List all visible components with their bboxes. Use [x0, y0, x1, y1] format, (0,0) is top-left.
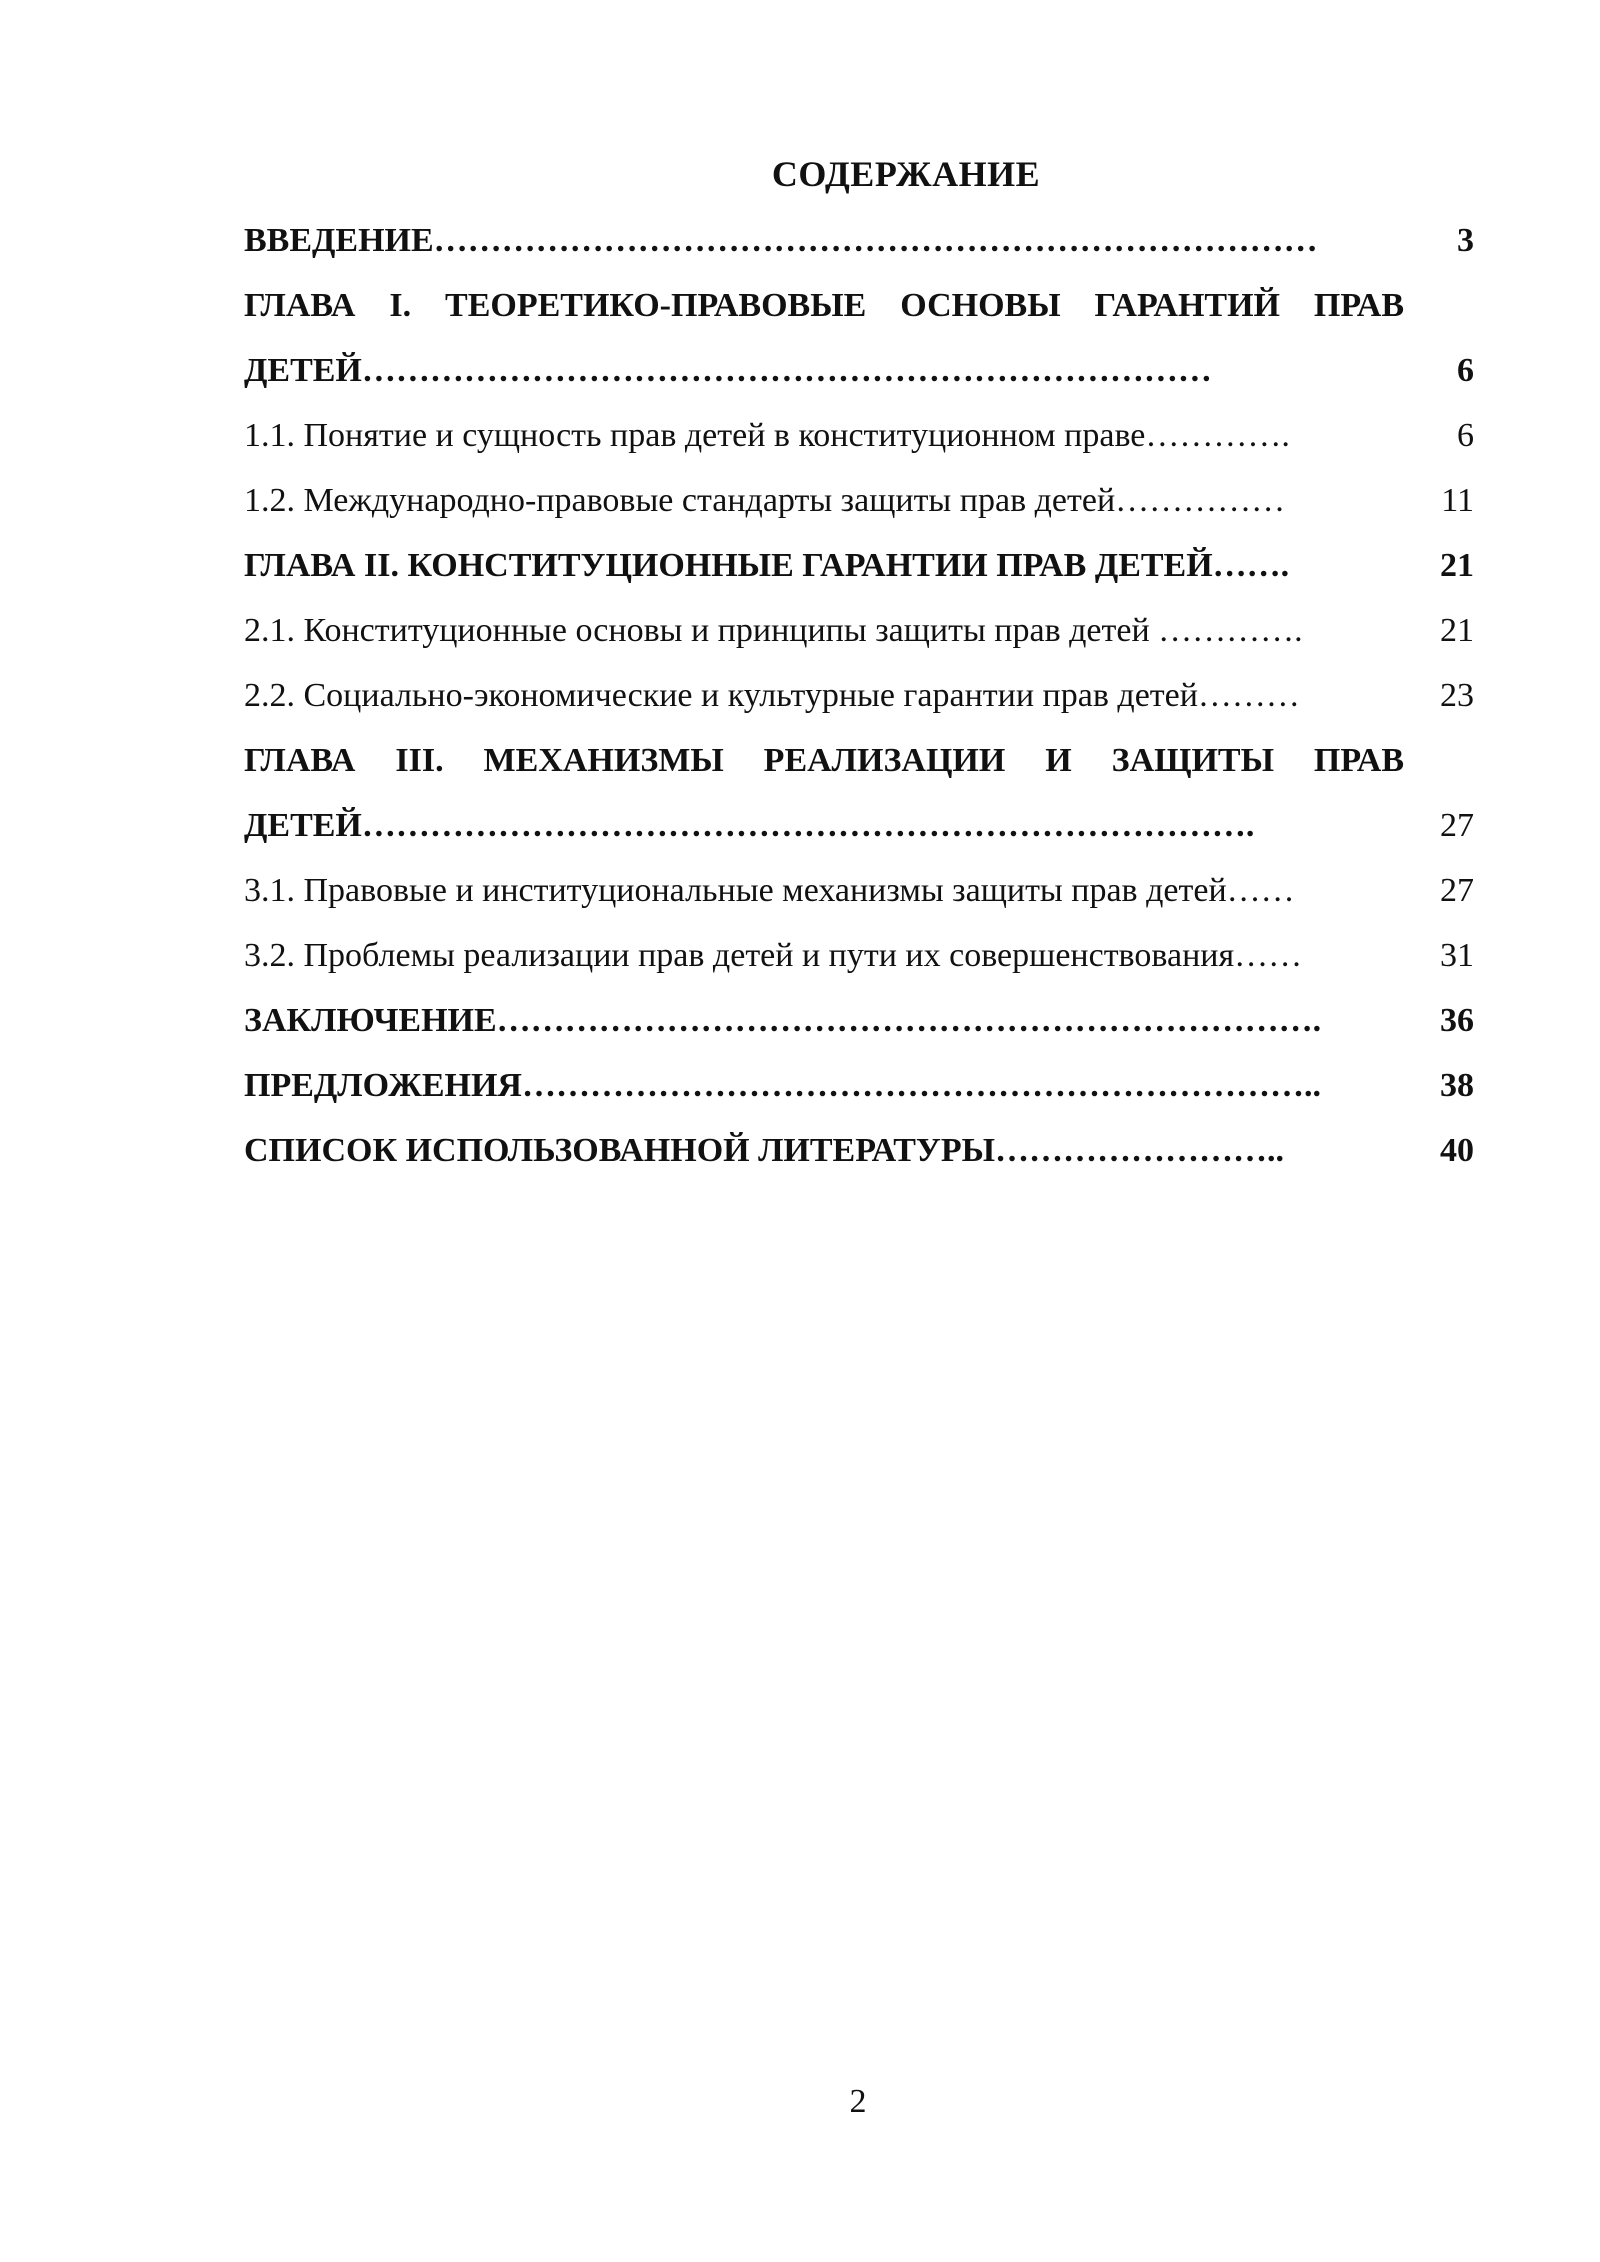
- toc-entry-page-secondary: 31: [1440, 937, 1474, 974]
- toc-entry-page: 21: [1440, 612, 1474, 649]
- toc-entry-section-3-2: [244, 923, 1474, 988]
- toc-entry-text: 1.1. Понятие и сущность прав детей в конституционном праве………….: [244, 417, 1290, 454]
- toc-entry-section-1-2: [244, 468, 1474, 533]
- toc-entry-chapter-3: [244, 728, 1474, 858]
- toc-entry-chapter-2: [244, 533, 1474, 598]
- toc-entry-proposals: [244, 1053, 1474, 1118]
- toc-entry-page: 27: [1440, 807, 1474, 844]
- toc-entry-introduction: [244, 208, 1474, 273]
- toc-list: [244, 208, 1474, 1183]
- toc-entry-text: 1.2. Международно-правовые стандарты защиты прав детей……………: [244, 482, 1286, 519]
- toc-entry-section-2-2: [244, 663, 1474, 728]
- toc-entry-text: ПРЕДЛОЖЕНИЯ……………………………………………………………..: [244, 1067, 1321, 1104]
- toc-entry-page: 6: [1457, 417, 1474, 454]
- toc-entry-chapter-1: [244, 273, 1474, 403]
- toc-title-text: СОДЕРЖАНИЕ: [771, 154, 1041, 194]
- toc-entry-text: ГЛАВА II. КОНСТИТУЦИОННЫЕ ГАРАНТИИ ПРАВ ДЕТЕЙ…….: [244, 547, 1290, 584]
- toc-entry-text: ГЛАВА I. ТЕОРЕТИКО-ПРАВОВЫЕ ОСНОВЫ ГАРАНТИЙ ПРАВ ДЕТЕЙ…………………………………………………………………: [244, 287, 1404, 389]
- toc-entry-page: 23: [1440, 677, 1474, 714]
- toc-entry-text: 3.2. Проблемы реализации прав детей и пути их совершенствования……: [244, 937, 1303, 974]
- toc-entry-page: 6: [1457, 352, 1474, 389]
- toc-entry-page: 38: [1440, 1067, 1474, 1104]
- toc-entry-page: 11: [1441, 482, 1474, 519]
- toc-entry-section-1-1: [244, 403, 1474, 468]
- toc-entry-text: ГЛАВА III. МЕХАНИЗМЫ РЕАЛИЗАЦИИ И ЗАЩИТЫ ПРАВ ДЕТЕЙ…………………………………………………………………….: [244, 742, 1404, 844]
- page-number: 2: [849, 2083, 867, 2120]
- toc-title: [0, 148, 1600, 200]
- toc-entry-page: 21: [1440, 547, 1474, 584]
- toc-entry-bibliography: [244, 1118, 1474, 1183]
- toc-entry-page: 27: [1440, 872, 1474, 909]
- toc-entry-page: 3: [1457, 222, 1474, 259]
- toc-entry-text: СПИСОК ИСПОЛЬЗОВАННОЙ ЛИТЕРАТУРЫ……………………..: [244, 1132, 1284, 1169]
- toc-entry-text: 2.2. Социально-экономические и культурные гарантии прав детей………: [244, 677, 1300, 714]
- toc-entry-page: 40: [1440, 1132, 1474, 1169]
- toc-entry-page: 36: [1440, 1002, 1474, 1039]
- toc-entry-conclusion: [244, 988, 1474, 1053]
- toc-entry-text: 3.1. Правовые и институциональные механизмы защиты прав детей……: [244, 872, 1295, 909]
- toc-entry-text: 2.1. Конституционные основы и принципы защиты прав детей ………….: [244, 612, 1303, 649]
- toc-entry-text: ЗАКЛЮЧЕНИЕ……………………………………………………………….: [244, 1002, 1322, 1039]
- toc-entry-section-2-1: [244, 598, 1474, 663]
- toc-entry-text: ВВЕДЕНИЕ……………………………………………………………………: [244, 222, 1318, 259]
